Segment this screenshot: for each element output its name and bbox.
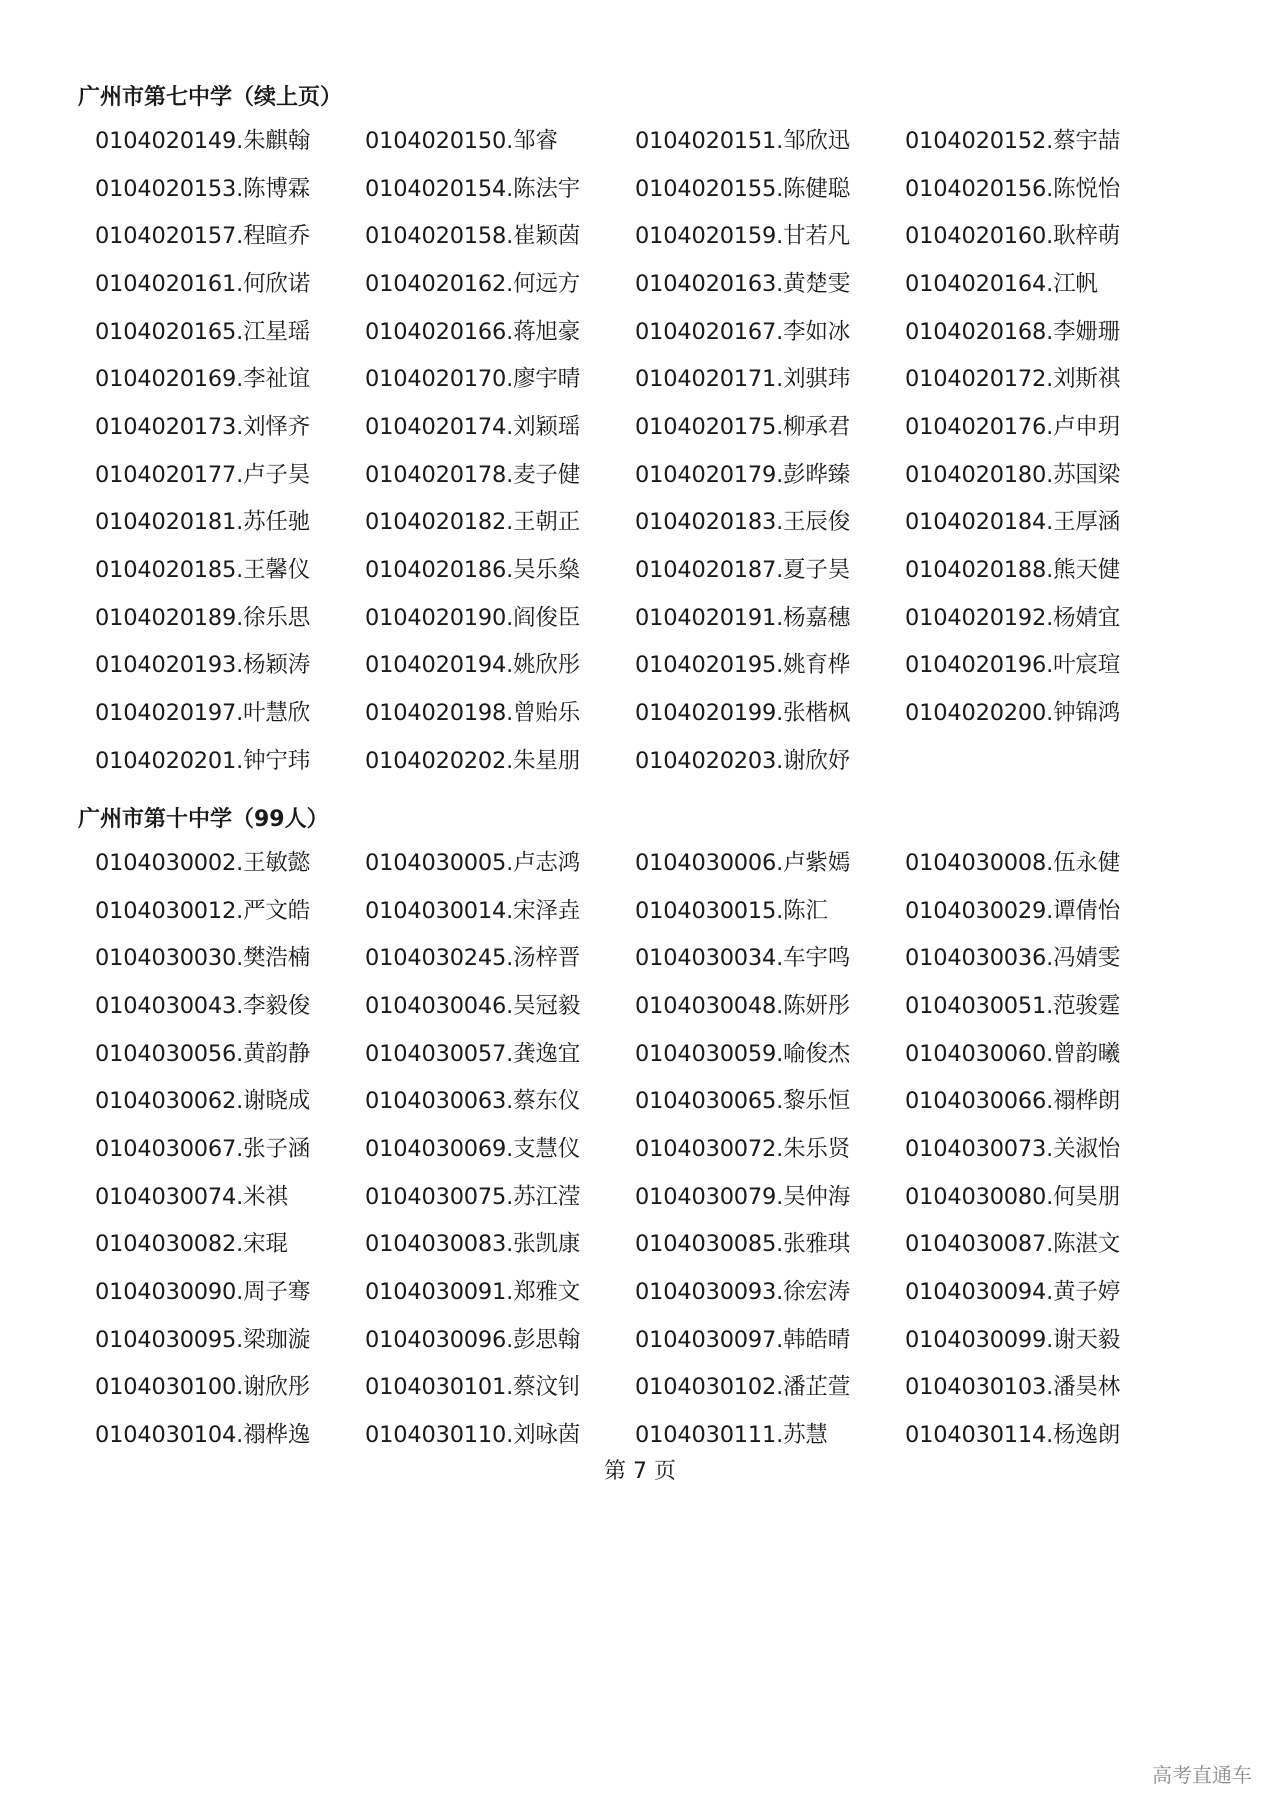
student-entry: 0104020196.叶宸瑄: [905, 652, 1121, 679]
student-entry: 0104020189.徐乐思: [95, 604, 311, 631]
student-entry: 0104020152.蔡宇喆: [905, 127, 1121, 154]
student-entry: 0104020202.朱星朋: [365, 747, 581, 774]
student-entry: 0104030073.关淑怡: [905, 1135, 1121, 1162]
section-title-school-7: 广州市第七中学（续上页）: [78, 85, 343, 110]
student-entry: 0104030065.黎乐恒: [635, 1088, 851, 1115]
student-entry: 0104020171.刘骐玮: [635, 366, 851, 393]
student-entry: 0104020160.耿梓萌: [905, 223, 1121, 250]
student-entry: 0104030090.周子骞: [95, 1279, 311, 1306]
student-entry: 0104020192.杨婧宜: [905, 604, 1121, 631]
student-entry: 0104030099.谢天毅: [905, 1326, 1121, 1353]
student-entry: 0104020166.蒋旭豪: [365, 318, 581, 345]
student-entry: 0104020184.王厚涵: [905, 509, 1121, 536]
student-entry: 0104020149.朱麒翰: [95, 127, 311, 154]
student-entry: 0104030103.潘昊林: [905, 1374, 1121, 1401]
student-list-school-7: [95, 117, 1215, 785]
table-row: [95, 1030, 1215, 1078]
table-row: [95, 355, 1215, 403]
student-entry: 0104020185.王馨仪: [95, 557, 311, 584]
table-row: [95, 1268, 1215, 1316]
page-number: 第 7 页: [604, 1459, 676, 1484]
student-entry: 0104030012.严文皓: [95, 897, 311, 924]
student-entry: 0104020174.刘颖瑶: [365, 413, 581, 440]
student-entry: 0104020180.苏国梁: [905, 461, 1121, 488]
student-entry: 0104020172.刘斯祺: [905, 366, 1121, 393]
table-row: [95, 117, 1215, 165]
table-row: [95, 594, 1215, 642]
table-row: [95, 1316, 1215, 1364]
student-entry: 0104020190.阎俊臣: [365, 604, 581, 631]
student-entry: 0104030014.宋泽垚: [365, 897, 581, 924]
student-entry: 0104030006.卢紫嫣: [635, 849, 851, 876]
student-entry: 0104030034.车宇鸣: [635, 945, 851, 972]
student-entry: 0104020182.王朝正: [365, 509, 581, 536]
table-row: [95, 165, 1215, 213]
table-row: [95, 499, 1215, 547]
student-entry: 0104020177.卢子昊: [95, 461, 311, 488]
student-entry: 0104030029.谭倩怡: [905, 897, 1121, 924]
student-entry: 0104030093.徐宏涛: [635, 1279, 851, 1306]
student-entry: 0104030102.潘芷萱: [635, 1374, 851, 1401]
student-entry: 0104020151.邹欣迅: [635, 127, 851, 154]
student-entry: 0104020193.杨颖涛: [95, 652, 311, 679]
student-entry: 0104030110.刘咏茵: [365, 1422, 581, 1449]
student-entry: 0104020162.何远方: [365, 270, 581, 297]
student-entry: 0104020181.苏任驰: [95, 509, 311, 536]
table-row: [95, 1173, 1215, 1221]
student-entry: 0104020159.甘若凡: [635, 223, 851, 250]
table-row: [95, 1077, 1215, 1125]
student-entry: 0104020200.钟锦鸿: [905, 700, 1121, 727]
student-entry: 0104030002.王敏懿: [95, 849, 311, 876]
table-row: [95, 839, 1215, 887]
student-entry: 0104030083.张凯康: [365, 1231, 581, 1258]
student-entry: 0104020195.姚育桦: [635, 652, 851, 679]
student-entry: 0104030066.禤桦朗: [905, 1088, 1121, 1115]
student-entry: 0104030101.蔡汶钊: [365, 1374, 581, 1401]
student-entry: 0104030095.梁珈漩: [95, 1326, 311, 1353]
student-entry: 0104020194.姚欣彤: [365, 652, 581, 679]
student-entry: 0104020163.黄楚雯: [635, 270, 851, 297]
student-entry: 0104030005.卢志鸿: [365, 849, 581, 876]
student-entry: 0104020183.王辰俊: [635, 509, 851, 536]
student-entry: 0104030069.支慧仪: [365, 1135, 581, 1162]
student-entry: 0104030057.龚逸宜: [365, 1040, 581, 1067]
student-entry: 0104030100.谢欣彤: [95, 1374, 311, 1401]
table-row: [95, 451, 1215, 499]
table-row: [95, 546, 1215, 594]
table-row: [95, 1364, 1215, 1412]
student-entry: 0104030056.黄韵静: [95, 1040, 311, 1067]
table-row: [95, 1221, 1215, 1269]
student-entry: 0104020186.吴乐燊: [365, 557, 581, 584]
student-entry: 0104030087.陈湛文: [905, 1231, 1121, 1258]
student-entry: 0104020170.廖宇晴: [365, 366, 581, 393]
table-row: [95, 737, 1215, 785]
student-entry: 0104020178.麦子健: [365, 461, 581, 488]
student-entry: 0104030059.喻俊杰: [635, 1040, 851, 1067]
student-entry: 0104030043.李毅俊: [95, 992, 311, 1019]
student-entry: 0104030074.米祺: [95, 1183, 288, 1210]
student-entry: 0104030051.范骏霆: [905, 992, 1121, 1019]
student-entry: 0104030245.汤梓晋: [365, 945, 581, 972]
student-entry: 0104030096.彭思翰: [365, 1326, 581, 1353]
student-entry: 0104020169.李祉谊: [95, 366, 311, 393]
student-entry: 0104020155.陈健聪: [635, 175, 851, 202]
student-entry: 0104030075.苏江滢: [365, 1183, 581, 1210]
table-row: [95, 1411, 1215, 1459]
student-entry: 0104020161.何欣诺: [95, 270, 311, 297]
student-entry: 0104030060.曾韵曦: [905, 1040, 1121, 1067]
table-row: [95, 934, 1215, 982]
student-entry: 0104020164.江帆: [905, 270, 1098, 297]
table-row: [95, 689, 1215, 737]
table-row: [95, 260, 1215, 308]
student-entry: 0104020157.程暄乔: [95, 223, 311, 250]
student-entry: 0104020191.杨嘉穗: [635, 604, 851, 631]
student-entry: 0104020165.江星瑶: [95, 318, 311, 345]
student-entry: 0104020150.邹睿: [365, 127, 558, 154]
student-entry: 0104020203.谢欣妤: [635, 747, 851, 774]
student-entry: 0104030062.谢晓成: [95, 1088, 311, 1115]
student-entry: 0104020153.陈博霖: [95, 175, 311, 202]
student-entry: 0104030046.吴冠毅: [365, 992, 581, 1019]
student-entry: 0104030111.苏慧: [635, 1422, 828, 1449]
table-row: [95, 1125, 1215, 1173]
student-entry: 0104020198.曾贻乐: [365, 700, 581, 727]
table-row: [95, 212, 1215, 260]
table-row: [95, 308, 1215, 356]
student-entry: 0104020188.熊天健: [905, 557, 1121, 584]
table-row: [95, 982, 1215, 1030]
student-entry: 0104020197.叶慧欣: [95, 700, 311, 727]
student-entry: 0104030063.蔡东仪: [365, 1088, 581, 1115]
student-entry: 0104030008.伍永健: [905, 849, 1121, 876]
student-entry: 0104030097.韩皓晴: [635, 1326, 851, 1353]
student-entry: 0104020175.柳承君: [635, 413, 851, 440]
student-entry: 0104030048.陈妍彤: [635, 992, 851, 1019]
student-entry: 0104020201.钟宁玮: [95, 747, 311, 774]
student-entry: 0104030094.黄子婷: [905, 1279, 1121, 1306]
section-title-school-10: 广州市第十中学（99人）: [78, 807, 329, 832]
student-entry: 0104020187.夏子昊: [635, 557, 851, 584]
student-entry: 0104030085.张雅琪: [635, 1231, 851, 1258]
student-entry: 0104030104.禤桦逸: [95, 1422, 311, 1449]
watermark: 高考直通车: [1152, 1763, 1252, 1787]
student-entry: 0104020199.张楷枫: [635, 700, 851, 727]
table-row: [95, 642, 1215, 690]
student-entry: 0104030030.樊浩楠: [95, 945, 311, 972]
student-entry: 0104030015.陈汇: [635, 897, 828, 924]
student-entry: 0104030072.朱乐贤: [635, 1135, 851, 1162]
student-entry: 0104030082.宋琨: [95, 1231, 288, 1258]
student-entry: 0104030080.何昊朋: [905, 1183, 1121, 1210]
student-entry: 0104020179.彭晔臻: [635, 461, 851, 488]
student-entry: 0104030036.冯婧雯: [905, 945, 1121, 972]
student-entry: 0104020168.李姗珊: [905, 318, 1121, 345]
student-entry: 0104020173.刘怿齐: [95, 413, 311, 440]
student-list-school-10: [95, 839, 1215, 1459]
student-entry: 0104030067.张子涵: [95, 1135, 311, 1162]
student-entry: 0104030091.郑雅文: [365, 1279, 581, 1306]
student-entry: 0104020156.陈悦怡: [905, 175, 1121, 202]
student-entry: 0104020167.李如冰: [635, 318, 851, 345]
table-row: [95, 403, 1215, 451]
student-entry: 0104020154.陈法宇: [365, 175, 581, 202]
table-row: [95, 887, 1215, 935]
student-entry: 0104030114.杨逸朗: [905, 1422, 1121, 1449]
student-entry: 0104030079.吴仲海: [635, 1183, 851, 1210]
student-entry: 0104020158.崔颖茵: [365, 223, 581, 250]
student-entry: 0104020176.卢申玥: [905, 413, 1121, 440]
